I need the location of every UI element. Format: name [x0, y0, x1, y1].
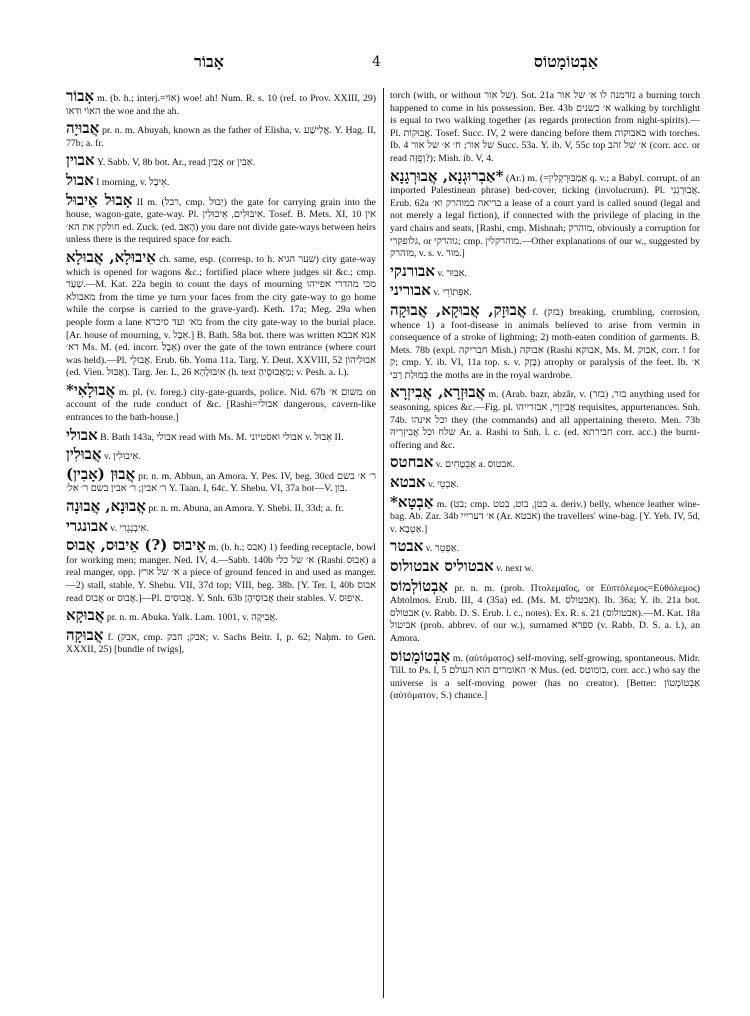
dictionary-entry — [390, 557, 700, 576]
entry-headword: אָבוּל אֵיבוּל — [66, 190, 133, 209]
dictionary-entry — [66, 625, 377, 657]
running-head-right-word: אַבְטוֹמָטוֹס — [533, 52, 598, 71]
entry-definition: ch. same, esp. (corresp. to h. שער הגיא) city gate-way which is opened for wagons &c.; fortified place where judges sit &c.; cmp. שַׁעַר.—M. Kat. 22a begin to count the days of mourning מכי מהדרי אפייהו מאבולא from the time ye turn your faces from the city gate-way to go home while the corpse is carried to the grave-yard). Keth. 17a; Meg. 29a when people form a lane מא׳ ועד סיכרא from the city gate-way to the burial place. [Ar. house of mourning, v. אֵבֶל.] B. Bath. 58a bot. there was written אנא אבבא דא׳ Ms. M. (ed. incorr. אֵבֶל) over the gate of the town entrance (where court was held).—Pl. אֲבוּלֵי. Erub. 6b. Yoma 11a. Targ. Y. Deut. XXVIII, 52 אבוּלִיהוֹן (ed. Vien. אַבּוּל). Targ. Jer. L, 26 אִיבּוּלָהָא (h. text מַאֲבוּסֶיהָ; v. Pesh. a. l.). — [66, 253, 377, 379]
entry-headword: אבולי — [66, 425, 98, 444]
entry-headword: *אַבְרוּגְנָא, אֲבוּרְגָנָא — [390, 166, 504, 185]
entry-definition: pr. n. m. Abbun, an Amora. Y. Pes. IV, beg. 30cd ר׳ א׳ בשם ר׳ אבין; ר׳ אבין בשם ר׳ אל׳ Y. Taan. I, 64c. Y. Shebu. VI, 37a bot—V. בון. — [66, 470, 377, 495]
entry-headword: אבטוליס אבטולוס — [390, 557, 494, 575]
dictionary-entry — [390, 646, 701, 703]
dictionary-entry — [390, 166, 701, 261]
dictionary-entry — [390, 281, 700, 300]
entry-definition: v. אַבְטַחִים a. אבטוס. — [435, 459, 515, 471]
right-column — [390, 90, 700, 707]
entry-definition: f. (אבק, cmp. אבק; חבק; v. Sachs Beitr. I, p. 62; Naḥm. to Gen. XXXII, 25) [bundle of twigs], — [66, 631, 377, 656]
dictionary-entry — [390, 300, 701, 383]
entry-headword: אֲבוּקָא — [66, 606, 105, 625]
entry-headword: אָבוֹר — [66, 87, 95, 105]
left-column — [66, 87, 377, 661]
entry-definition: f. (בזק) breaking, crumbling, corrosion, whence 1) a foot-disease in animals believed to arise from vermin in consequence of a stroke of lightning; 2) moth-eaten condition of garments. B. Mets. 78b (expl. חבריקה Mish.) אבוקה (Rashi אבוקא, Ms. M. אבוק, corr. ז for ק; cmp. Y. ib. VI, 11a top. s. v. בָּזָק) atrophy or paralysis of the feet. Ib. א׳ בְּמוּלַת רַבִּי the moths are in the royal wardrobe. — [390, 306, 701, 381]
entry-definition: m. pl. (v. foreg.) city-gate-guards, police. Nid. 67b משום א׳ on account of the rude conduct of &c. [Rashi=אבולי dangerous, cavern-like entrances to the bath-house.] — [66, 386, 377, 424]
entry-headword: אֲבוּלִין — [66, 445, 102, 464]
entry-definition: pr. n. m. Abuka. Yalk. Lam. 1001, v. אֲבִיקָה. — [106, 612, 278, 624]
entry-definition: v. next w. — [496, 563, 534, 574]
dictionary-entry — [390, 576, 701, 646]
entry-headword: אַבְטוֹלְמוֹס — [390, 576, 449, 595]
dictionary-entry — [390, 492, 701, 537]
dictionary-entry — [390, 90, 700, 166]
entry-headword: אֲבוּן (אָבִין) — [66, 464, 136, 483]
entry-headword: אֵיבוּס (?) אֵיבוּס, אֲבוּס — [66, 536, 206, 555]
dictionary-entry — [390, 261, 700, 281]
dictionary-entry — [66, 464, 377, 496]
entry-headword: אֲבוּלָאִי* — [66, 380, 116, 399]
entry-definition: pr. n. m. (prob. Πτολεμαῖος, or Εὐπτόλεμος=Εὐθόλεμος) Abtolmos. Erub. III, 4 (35a) ed. (Ms. M. אבטולס). Ib. 36a; Y. ib. 21a bot. אבטולס (v. Rabb. D. S. Erub. l. c., notes). Ex. R. s. 21 (אבטולוס).—M. Kat. 18a אביטול (prob. abbrev. of our w.), surnamed ספרא (v. Rabb. D. S. a. l.), an Amora. — [390, 582, 701, 644]
dictionary-entry — [66, 516, 376, 536]
entry-definition: II m. (רבל, cmp. יְבוּל) the gate for carrying grain into the house, wagon-gate, gate-way. Pl. אִיבּוּלִים, אֵיבוּלִין. Tosef. B. Mets. XI, 10 אין חולקין את הא׳ ed. Zuck. (ed. הָאַב) you dare not divide gate-ways between heirs unless there is the required space for each. — [66, 196, 377, 246]
entry-definition: B. Bath 143a, אבולי read with Ms. M. אבולי ואסטיוני v. אֵבוּל II. — [100, 431, 344, 443]
entry-headword: אבול — [66, 170, 94, 189]
dictionary-entry — [66, 380, 377, 425]
entry-headword: אבורנקי — [390, 261, 435, 280]
entry-definition: torch (with, or without של אור). Sot. 21a נזדמנה לו א׳ של אור a burning torch happened to come in his possession. Ber. 43b א׳ כשנים walking by torchlight is equal to two walking together (as regards protection from night-spirits).—Pl. אֲבוּקוֹת. Tosef. Succ. IV, 2 were dancing before them באבוקות with torches. Ib. 4 של אור; ח׳ א׳ של אור Succ. 53a. Y. ib. V, 55c top א׳ של זהב (corr. acc. or read וְפֻזָּה?); Mish. ib. V, 4. — [390, 90, 700, 164]
dictionary-entry — [66, 445, 376, 464]
dictionary-entry — [66, 536, 377, 605]
entry-headword: אֲבוּזְרָא, אֲבִיזְרָא — [390, 383, 486, 402]
dictionary-entry — [66, 151, 376, 170]
entry-headword: אבוריני — [390, 281, 431, 300]
entry-headword: אַבְטוֹמָטוֹס — [390, 646, 451, 665]
dictionary-entry — [66, 119, 376, 150]
entry-definition: I morning, v. אֵיבֶל. — [96, 176, 170, 188]
dictionary-entry — [66, 190, 377, 247]
entry-definition: m. (αὐτόματος) self-moving, self-growing, spontaneous. Midr. Till. to Ps. I, 5 א׳ האומרים הוא העולם Mus. (ed. בומוטס, corr. acc.) who say the universe is a self-moving power (has no creator). [Better: אַבְטוֹמָטוֹן (αὐτόματον, S.) chance.] — [390, 652, 701, 702]
dictionary-entry — [390, 383, 700, 452]
entry-headword: אֲבוּיָה — [66, 119, 100, 138]
entry-headword: אבונגרי — [66, 516, 108, 535]
entry-definition: m. (בט; cmp. בטן, בוט, בטט a. deriv.) belly, whence leather wine-bag. Ab. Zar. 34b א׳ דערייי (Ar. אבטא) the travellers' wine-bag. [Y. Yeb. IV, 5d, v. אַטְּבָא.] — [390, 498, 701, 535]
entry-definition: m. (Arab. bazr, abzâr, v. בזר, (בזר) anything used for seasoning, spices &c.—Fig. pl. אֲבִיזְרֵי, אבזרייהו requisites, appurtenances. Snh. 74b. וכל אינהו they (the commands) and all appertaining thereto. Men. 73b שלח וכל אֲבִיזְרֵיהּ Ar. a. Rashi to Snh. l. c. (ed. חבירתא corr. acc.) the burnt-offering and &c. — [390, 389, 700, 451]
column-divider — [383, 88, 384, 998]
entry-definition: m. (b. h.; interj.=אוֹי) woe! ah! Num. R. s. 10 (ref. to Prov. XXIII, 29) האוֹי ודאו the woe and the ah. — [66, 93, 377, 117]
entry-definition: (Ar.) m. (=אַמְבּוּרְקְלִין q. v.; a Babyl. corrupt. of an imported Palestinean phrase) bed-cover, ticking (involucrum). Pl. אֲבוּרְגְנֵי. Erub. 62a בריאה במוהרק וא׳ a lease of a court yard is called sound (legal and not merely a legal fiction), if connected with the privilege of placing in the yard chairs and seats, [Rashi, cmp. Mishnah; מוהרק, obviously a corruption for גלופקרי, or גוהרקי; cmp. מוהרקלין.—Other explanations of our w., suggested by מוהרק, v. s. v. מוּר.] — [390, 172, 701, 260]
entry-headword: אֲבוּנָא, אֲבוּנָה — [66, 497, 146, 516]
entry-definition: m. (b. h.; אבס) 1) feeding receptacle, bowl for working men; manger. Ned. IV, 4.—Sabb. 140b א׳ של כלי (Rashi אָבוּס) a real manger, opp. א׳ של ארץ a piece of ground fenced in and used as manger.—2) stall, stable. Y. Shebu. VII, 37d top; VIII, beg. 38b. [Y. Ter. I, 40b אבוס read אֲבוּס or אֲבוּס.]—Pl. אֲבוּסִים. Y. Snh. 63b אֲבוּסֵיהֶן their stables. V. אִיפוּס. — [66, 542, 377, 604]
entry-definition: pr. n. m. Abuyah, known as the father of Elisha, v. אֱלִישָׁע. Y. Ḥag. II, 77b; a. fr. — [66, 125, 376, 149]
dictionary-entry — [66, 606, 376, 625]
entry-definition: v. אִפְּתוֹרֵי. — [433, 287, 472, 299]
entry-headword: אבחטס — [390, 453, 434, 472]
dictionary-entry — [66, 170, 376, 190]
entry-headword: אבוין — [66, 151, 95, 170]
entry-headword: אבטר — [390, 537, 424, 556]
entry-headword: אבטא — [390, 473, 426, 492]
entry-headword: אֲבוּקָה — [66, 625, 104, 644]
dictionary-entry — [66, 497, 376, 516]
dictionary-entry — [66, 87, 377, 118]
dictionary-entry — [390, 537, 700, 556]
entry-definition: v. אַפְטֵר. — [425, 543, 460, 555]
entry-definition: pr. n. m. Abuna, an Amora. Y. Shebi. II, 33d; a. fr. — [148, 503, 344, 515]
page-number: 4 — [372, 54, 381, 70]
entry-headword: אַבְטָא* — [390, 492, 434, 511]
entry-headword: אֵיבוּלָא, אֲבוּלָא — [66, 247, 156, 266]
entry-definition: v. אַבְטֵי. — [428, 479, 459, 491]
dictionary-entry — [66, 425, 376, 445]
entry-definition: Y. Sabb. V, 8b bot. Ar., read אָבִין or אִבִין. — [96, 157, 256, 169]
entry-definition: v. אֵיבוּלִין. — [103, 451, 141, 463]
dictionary-entry — [66, 247, 377, 380]
running-head — [66, 52, 726, 76]
dictionary-entry — [390, 473, 700, 492]
dictionary-entry — [390, 453, 700, 472]
entry-definition: v. אִבּוּר. — [437, 267, 467, 279]
entry-headword: אֲבוּזָק, אֲבוּקָא, אֲבוּקָה — [390, 300, 527, 319]
running-head-left-word: אָבוֹר — [194, 52, 224, 71]
entry-definition: v. אִיבְנְגָרִי. — [110, 522, 149, 534]
